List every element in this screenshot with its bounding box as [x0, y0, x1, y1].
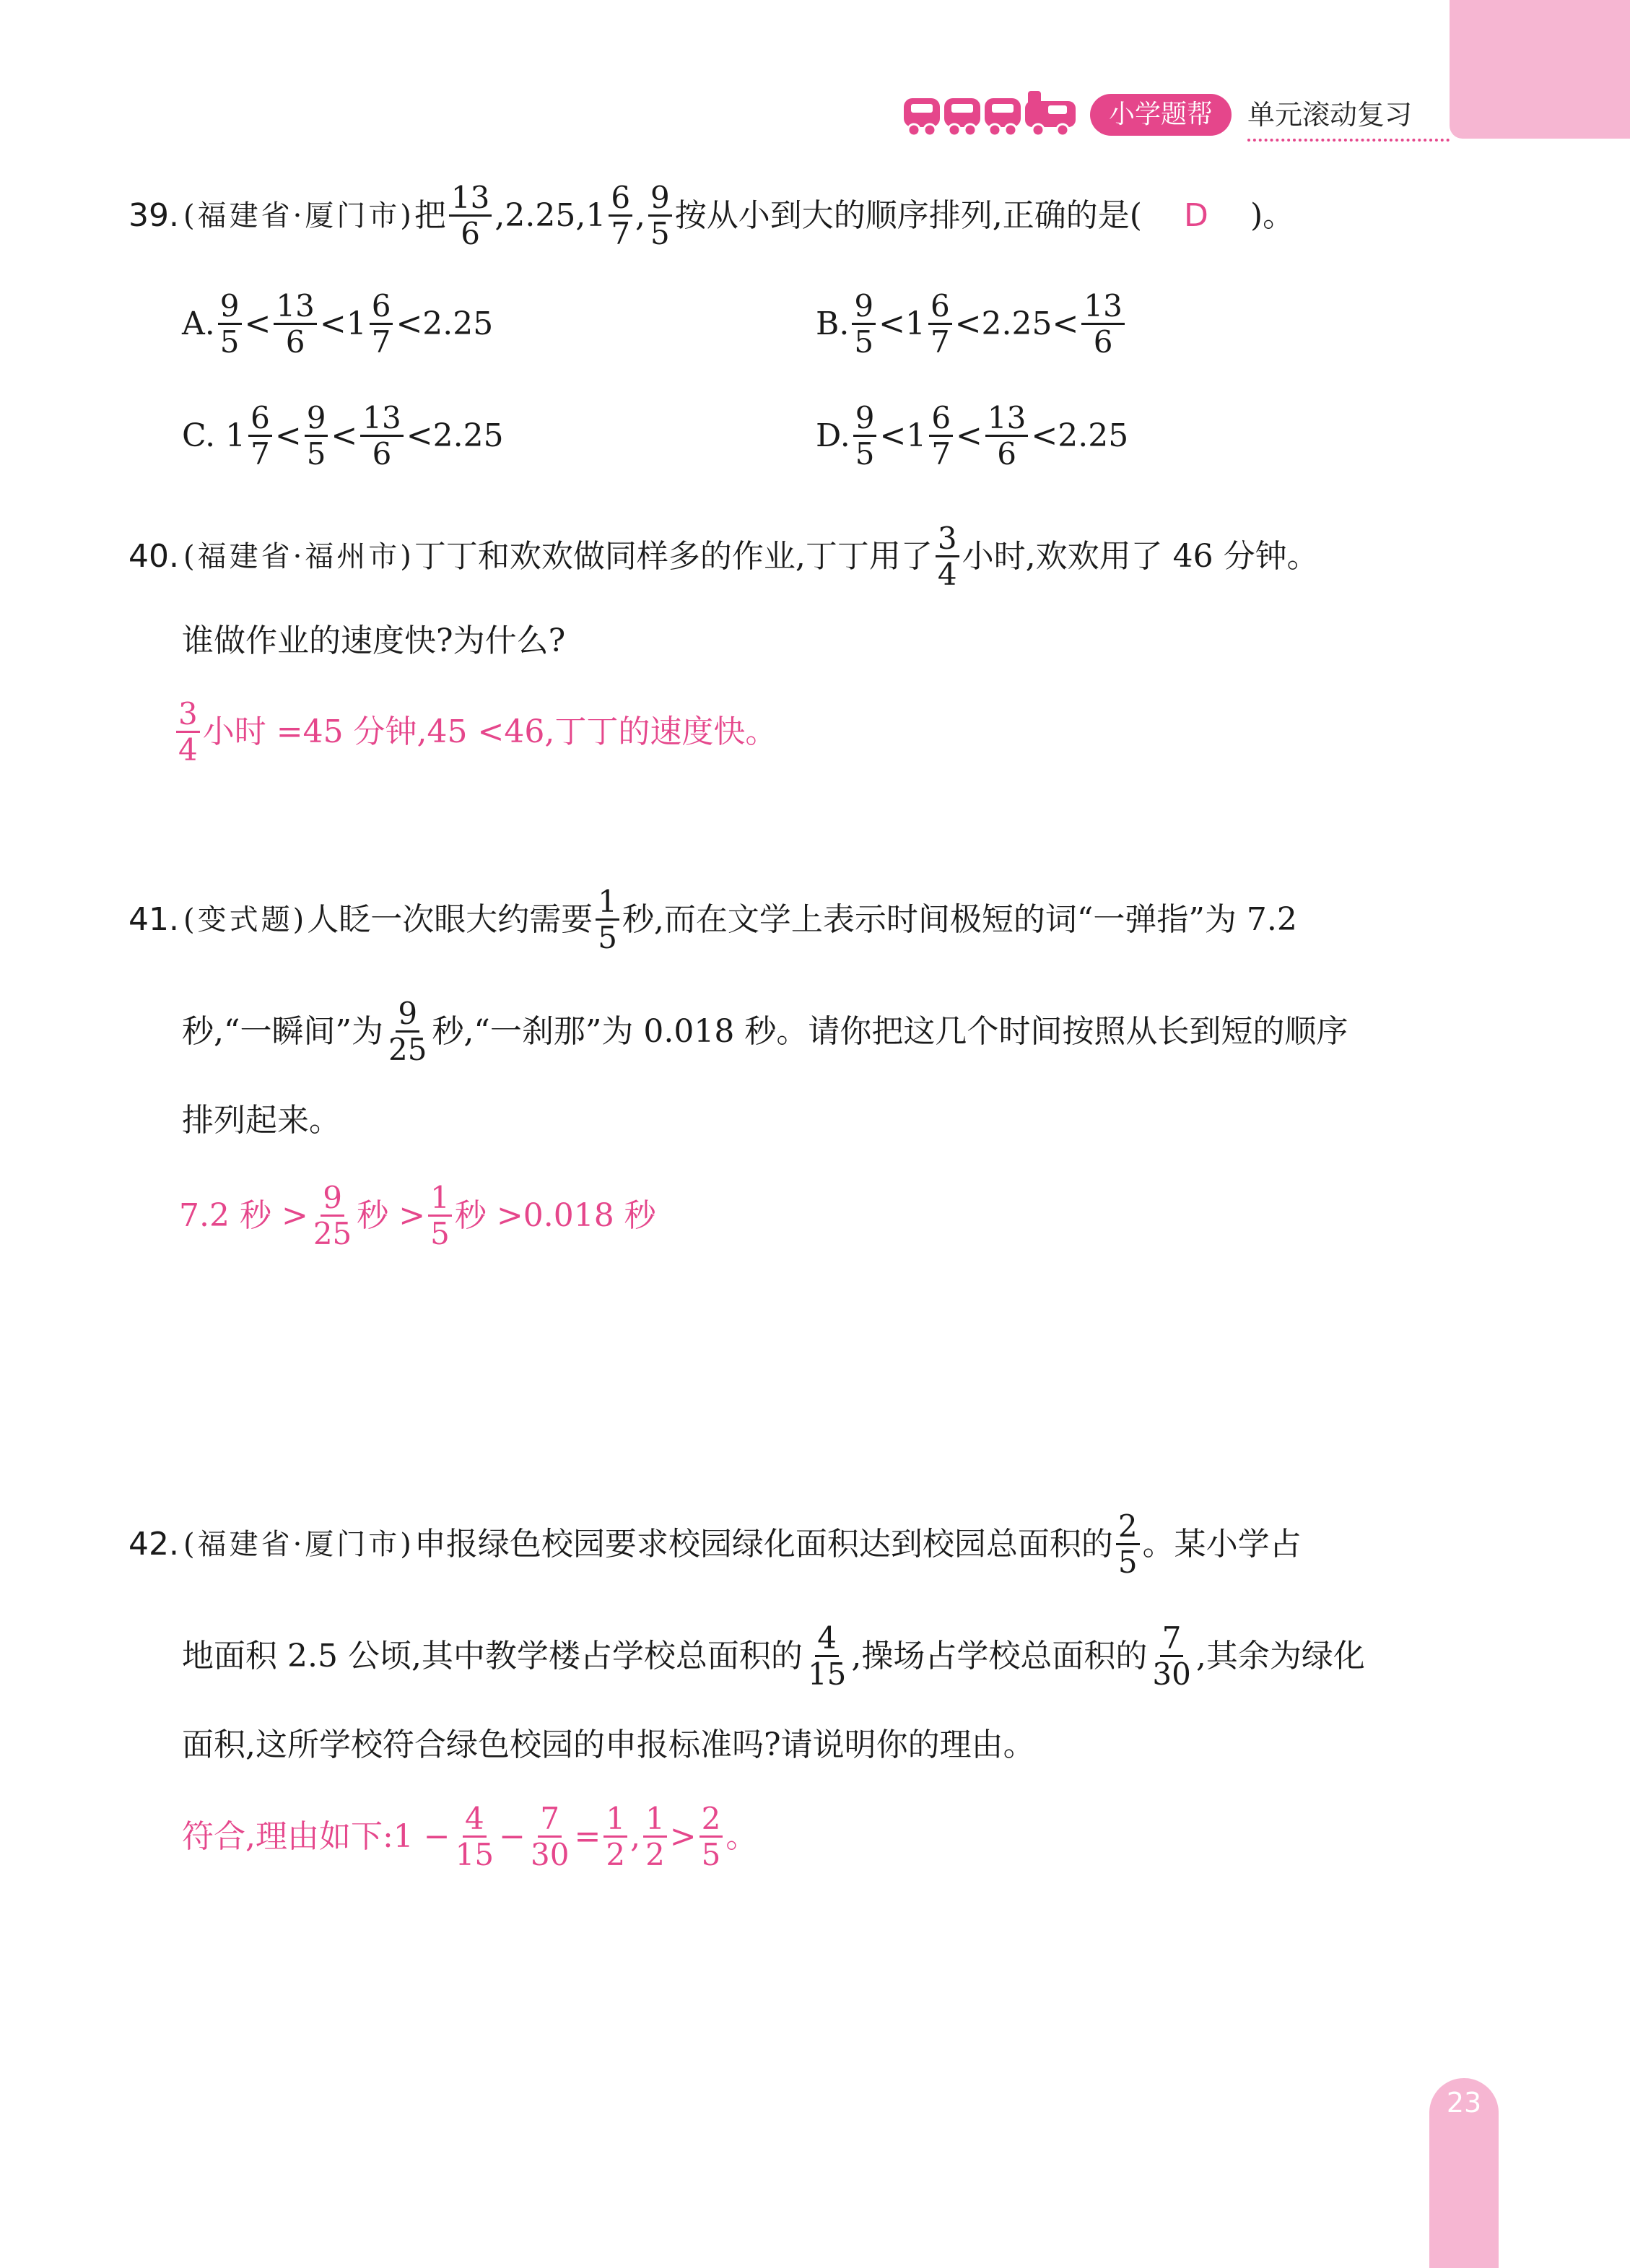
fraction — [1081, 289, 1124, 359]
denominator: 6 — [461, 216, 481, 252]
option-text: <2.25 — [1031, 417, 1129, 454]
numerator: 9 — [853, 401, 877, 437]
denominator: 6 — [285, 324, 305, 360]
numerator: 6 — [928, 289, 952, 325]
numerator: 7 — [1160, 1621, 1184, 1657]
denominator: 25 — [388, 1032, 427, 1068]
numerator: 13 — [360, 401, 403, 437]
page-number-tab — [1429, 2078, 1499, 2268]
numerator: 4 — [463, 1802, 487, 1838]
denominator: 5 — [855, 436, 875, 472]
denominator: 15 — [807, 1656, 847, 1693]
option-label: C. 1 — [182, 417, 246, 454]
fraction — [1150, 1621, 1193, 1691]
numerator: 6 — [929, 401, 953, 437]
fraction — [311, 1181, 354, 1251]
stem-text: )。 — [1250, 196, 1295, 234]
denominator: 4 — [937, 557, 957, 593]
answer-text: 秒 >0.018 秒 — [454, 1196, 656, 1234]
fraction — [852, 289, 876, 359]
q41-stem — [128, 885, 1297, 955]
option-text: < — [274, 417, 302, 454]
question-number: 40. — [128, 537, 179, 575]
answer-blank — [1142, 196, 1250, 234]
corner-tab — [1450, 0, 1630, 139]
stem-text: 申报绿色校园要求校园绿化面积达到校园总面积的 — [414, 1525, 1113, 1563]
numerator: 9 — [218, 289, 242, 325]
denominator: 5 — [650, 216, 670, 252]
q39-option-b — [816, 289, 1128, 359]
fraction — [853, 401, 877, 471]
stem-text: 把 — [414, 196, 446, 234]
fraction — [386, 996, 429, 1066]
numerator: 3 — [176, 697, 200, 733]
numerator: 2 — [1116, 1509, 1140, 1545]
denominator: 2 — [606, 1837, 626, 1873]
numerator: 13 — [985, 401, 1028, 437]
denominator: 7 — [250, 436, 270, 472]
denominator: 25 — [313, 1216, 352, 1252]
fraction — [370, 289, 393, 359]
train-icon — [904, 91, 1084, 142]
fraction — [274, 289, 316, 359]
denominator: 5 — [701, 1837, 721, 1873]
numerator: 2 — [699, 1802, 723, 1838]
page-header — [895, 87, 1458, 144]
numerator: 3 — [936, 521, 959, 557]
option-text: < — [244, 305, 271, 342]
question-source: (福建省·福州市) — [183, 539, 414, 573]
fraction — [936, 521, 959, 591]
denominator: 6 — [997, 436, 1017, 472]
numerator: 9 — [321, 1181, 344, 1217]
denominator: 30 — [531, 1837, 570, 1873]
fraction — [449, 181, 492, 251]
answer-text: 符合,理由如下:1 − — [182, 1817, 450, 1855]
numerator: 9 — [852, 289, 876, 325]
fraction — [699, 1802, 723, 1872]
fraction — [176, 697, 200, 767]
question-number: 42. — [128, 1525, 179, 1563]
q42-answer — [182, 1802, 757, 1872]
stem-text: 面积,这所学校符合绿色校园的申报标准吗?请说明你的理由。 — [182, 1726, 1035, 1763]
numerator: 7 — [538, 1802, 562, 1838]
answer-text: 。 — [725, 1817, 758, 1855]
series-title: 单元滚动复习 — [1247, 99, 1413, 131]
fraction — [643, 1802, 667, 1872]
fraction — [218, 289, 242, 359]
stem-text: ,2.25,1 — [494, 196, 606, 234]
denominator: 7 — [611, 216, 631, 252]
stem-text: 地面积 2.5 公顷,其中教学楼占学校总面积的 — [182, 1637, 803, 1674]
option-label: D. — [816, 417, 850, 454]
fraction — [428, 1181, 452, 1251]
stem-text: ,其余为绿化 — [1195, 1637, 1365, 1674]
question-source: (福建省·厦门市) — [183, 1527, 414, 1561]
numerator: 9 — [396, 996, 419, 1033]
q40-stem — [128, 521, 1319, 591]
stem-text: ,操场占学校总面积的 — [851, 1637, 1148, 1674]
question-number: 41. — [128, 900, 179, 938]
stem-text: 秒,“一瞬间”为 — [182, 1012, 383, 1050]
numerator: 13 — [1081, 289, 1124, 325]
answer-text: = — [574, 1817, 601, 1855]
denominator: 15 — [455, 1837, 494, 1873]
q42-stem-line3 — [182, 1726, 1035, 1763]
denominator: 6 — [1093, 324, 1113, 360]
fraction — [985, 401, 1028, 471]
fraction — [596, 885, 619, 955]
q42-stem — [128, 1509, 1302, 1579]
option-text: <1 — [319, 305, 367, 342]
question-source: (变式题) — [183, 903, 308, 937]
fraction — [603, 1802, 627, 1872]
stem-text: 丁丁和欢欢做同样多的作业,丁丁用了 — [414, 537, 933, 575]
stem-text: 按从小到大的顺序排列,正确的是( — [674, 196, 1142, 234]
numerator: 6 — [609, 181, 632, 217]
q41-stem-line3 — [182, 1102, 341, 1139]
option-text: <2.25 — [396, 305, 494, 342]
denominator: 6 — [372, 436, 392, 472]
fraction — [609, 181, 632, 251]
answer-text: − — [499, 1817, 526, 1855]
numerator: 9 — [305, 401, 328, 437]
stem-text: , — [635, 196, 646, 234]
option-text: < — [956, 417, 982, 454]
denominator: 5 — [430, 1216, 450, 1252]
question-number: 39. — [128, 196, 179, 234]
numerator: 1 — [643, 1802, 667, 1838]
option-text: < — [331, 417, 358, 454]
q39-option-a — [182, 289, 493, 359]
brand-badge: 小学题帮 — [1090, 94, 1232, 136]
fraction — [648, 181, 672, 251]
question-source: (福建省·厦门市) — [183, 199, 414, 233]
numerator: 1 — [596, 885, 619, 921]
option-text: <1 — [879, 305, 925, 342]
stem-text: 秒,“一刹那”为 0.018 秒。请你把这几个时间按照从长到短的顺序 — [432, 1012, 1348, 1050]
answer-text: , — [630, 1817, 641, 1855]
selected-answer: D — [1183, 196, 1208, 234]
option-text: <1 — [879, 417, 927, 454]
fraction — [305, 401, 328, 471]
stem-text: 人眨一次眼大约需要 — [307, 900, 593, 938]
q41-stem-line2 — [182, 996, 1348, 1066]
denominator: 7 — [930, 324, 950, 360]
numerator: 13 — [274, 289, 316, 325]
fraction — [248, 401, 272, 471]
numerator: 6 — [248, 401, 272, 437]
denominator: 5 — [219, 324, 240, 360]
page-number: 23 — [1446, 2087, 1482, 2119]
fraction — [929, 401, 953, 471]
numerator: 13 — [449, 181, 492, 217]
stem-text: 。某小学占 — [1142, 1525, 1302, 1563]
option-text: <2.25< — [954, 305, 1079, 342]
q39-stem — [128, 181, 1294, 251]
fraction — [928, 289, 952, 359]
numerator: 1 — [603, 1802, 627, 1838]
answer-text: > — [669, 1817, 697, 1855]
answer-text: 7.2 秒 > — [179, 1196, 308, 1234]
denominator: 2 — [645, 1837, 665, 1873]
denominator: 4 — [178, 732, 198, 768]
denominator: 5 — [854, 324, 874, 360]
fraction — [453, 1802, 496, 1872]
numerator: 6 — [370, 289, 393, 325]
stem-text: 排列起来。 — [182, 1102, 341, 1139]
q39-option-d — [816, 401, 1128, 471]
option-text: <2.25 — [406, 417, 504, 454]
fraction — [806, 1621, 848, 1691]
q39-option-c — [182, 401, 504, 471]
stem-text: 谁做作业的速度快?为什么? — [182, 622, 566, 659]
header-rule — [1247, 139, 1450, 142]
answer-text: 小时 =45 分钟,45 <46,丁丁的速度快。 — [202, 713, 777, 750]
denominator: 7 — [371, 324, 391, 360]
fraction — [1116, 1509, 1140, 1579]
numerator: 4 — [815, 1621, 839, 1657]
option-label: B. — [816, 305, 850, 342]
q42-stem-line2 — [182, 1621, 1365, 1691]
numerator: 1 — [428, 1181, 452, 1217]
numerator: 9 — [648, 181, 672, 217]
q41-answer — [179, 1181, 656, 1251]
stem-text: 秒,而在文学上表示时间极短的词“一弹指”为 7.2 — [622, 900, 1297, 938]
option-label: A. — [182, 305, 215, 342]
denominator: 30 — [1152, 1656, 1191, 1693]
denominator: 5 — [306, 436, 326, 472]
answer-text: 秒 > — [357, 1196, 426, 1234]
denominator: 5 — [598, 920, 617, 956]
denominator: 7 — [931, 436, 951, 472]
denominator: 5 — [1117, 1544, 1138, 1581]
fraction — [528, 1802, 571, 1872]
q40-answer — [173, 697, 777, 767]
q40-stem-line2 — [182, 622, 566, 659]
fraction — [360, 401, 403, 471]
stem-text: 小时,欢欢用了 46 分钟。 — [962, 537, 1319, 575]
